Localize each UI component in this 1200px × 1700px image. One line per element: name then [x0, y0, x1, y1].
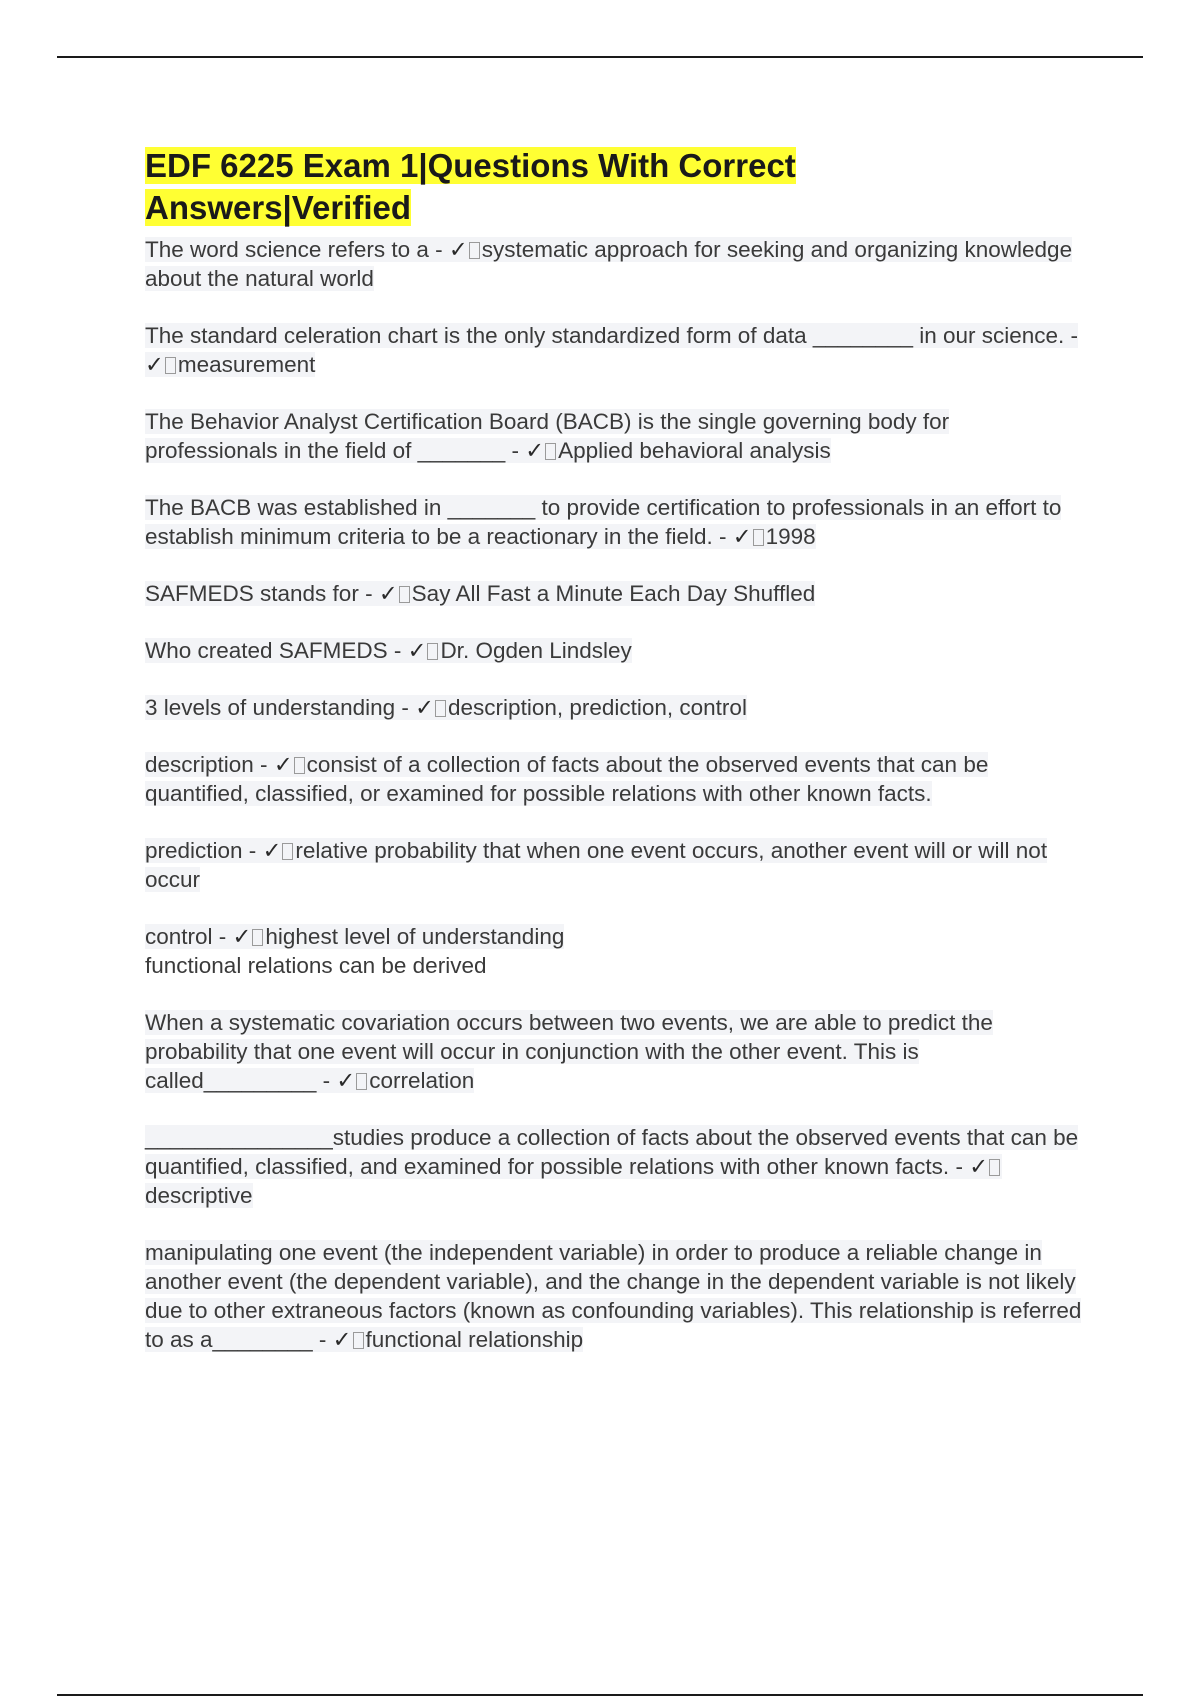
- placeholder-box-icon: [753, 529, 764, 546]
- check-mark-icon: ✓: [448, 237, 468, 262]
- placeholder-box-icon: [435, 700, 446, 717]
- question-text: _______________studies produce a collection of facts about the observed events that can be quantified, classified, and examined for possible relations with other known facts. -: [145, 1125, 1079, 1179]
- document-title: [145, 145, 1085, 229]
- qa-item: [145, 1123, 1085, 1210]
- question-text: The Behavior Analyst Certification Board (BACB) is the single governing body for professionals in the field of _______ -: [145, 409, 950, 463]
- question-text: SAFMEDS stands for -: [145, 581, 379, 606]
- answer-text: relative probability that when one event occurs, another event will or will not occur: [145, 838, 1048, 892]
- answer-text: Say All Fast a Minute Each Day Shuffled: [411, 581, 816, 606]
- question-text: prediction -: [145, 838, 263, 863]
- placeholder-box-icon: [356, 1073, 367, 1090]
- answer-text-line-2: functional relations can be derived: [145, 953, 487, 978]
- qa-item: [145, 750, 1085, 808]
- check-mark-icon: ✓: [378, 581, 398, 606]
- qa-item: [145, 836, 1085, 894]
- check-mark-icon: ✓: [525, 438, 545, 463]
- check-mark-icon: ✓: [273, 752, 293, 777]
- check-mark-icon: ✓: [262, 838, 282, 863]
- document-body: [145, 145, 1085, 1382]
- answer-text: consist of a collection of facts about the observed events that can be quantified, classified, or examined for possible relations with other known facts.: [145, 752, 989, 806]
- answer-text: functional relationship: [365, 1327, 584, 1352]
- question-text: Who created SAFMEDS -: [145, 638, 408, 663]
- placeholder-box-icon: [294, 757, 305, 774]
- placeholder-box-icon: [427, 643, 438, 660]
- placeholder-box-icon: [545, 443, 556, 460]
- answer-text: Applied behavioral analysis: [558, 438, 831, 463]
- question-text: The standard celeration chart is the only standardized form of data ________ in our science. -: [145, 323, 1079, 348]
- qa-item: [145, 636, 1085, 665]
- placeholder-box-icon: [252, 929, 263, 946]
- qa-item: [145, 693, 1085, 722]
- title-line-2: Answers|Verified: [145, 189, 412, 226]
- answer-text: measurement: [177, 352, 316, 377]
- qa-item: [145, 1238, 1085, 1354]
- check-mark-icon: ✓: [732, 524, 752, 549]
- question-text: The BACB was established in _______ to provide certification to professionals in an effort to establish minimum criteria to be a reactionary in the field. -: [145, 495, 1062, 549]
- question-text: When a systematic covariation occurs between two events, we are able to predict the probability that one event will occur in conjunction with the other event. This is called_________ -: [145, 1010, 993, 1093]
- question-text: manipulating one event (the independent variable) in order to produce a reliable change in another event (the dependent variable), and the change in the dependent variable is not likely due to other extraneous factors (known as confounding variables). This relationship is referred to as a________ -: [145, 1240, 1082, 1352]
- qa-item: [145, 1008, 1085, 1095]
- check-mark-icon: ✓: [969, 1154, 989, 1179]
- qa-item: [145, 579, 1085, 608]
- check-mark-icon: ✓: [332, 1327, 352, 1352]
- placeholder-box-icon: [399, 586, 410, 603]
- answer-text: 1998: [765, 524, 816, 549]
- qa-item: [145, 321, 1085, 379]
- question-text: The word science refers to a -: [145, 237, 449, 262]
- check-mark-icon: ✓: [232, 924, 252, 949]
- placeholder-box-icon: [989, 1159, 1000, 1176]
- qa-item: [145, 407, 1085, 465]
- top-rule: [57, 56, 1143, 58]
- check-mark-icon: ✓: [336, 1068, 356, 1093]
- answer-text: highest level of understanding: [265, 924, 565, 949]
- check-mark-icon: ✓: [407, 638, 427, 663]
- answer-text: Dr. Ogden Lindsley: [440, 638, 632, 663]
- check-mark-icon: ✓: [145, 352, 164, 377]
- qa-item: [145, 235, 1085, 293]
- answer-text: systematic approach for seeking and organizing knowledge about the natural world: [145, 237, 1073, 291]
- qa-item: [145, 922, 1085, 980]
- bottom-rule: [57, 1694, 1143, 1696]
- placeholder-box-icon: [353, 1332, 364, 1349]
- answer-text: correlation: [369, 1068, 475, 1093]
- question-text: control -: [145, 924, 233, 949]
- qa-item: [145, 493, 1085, 551]
- placeholder-box-icon: [469, 242, 480, 259]
- placeholder-box-icon: [165, 357, 176, 374]
- answer-text: description, prediction, control: [448, 695, 747, 720]
- placeholder-box-icon: [282, 843, 293, 860]
- check-mark-icon: ✓: [415, 695, 435, 720]
- title-line-1: EDF 6225 Exam 1|Questions With Correct: [145, 147, 796, 184]
- answer-text: descriptive: [145, 1183, 253, 1208]
- question-text: 3 levels of understanding -: [145, 695, 416, 720]
- question-text: description -: [145, 752, 274, 777]
